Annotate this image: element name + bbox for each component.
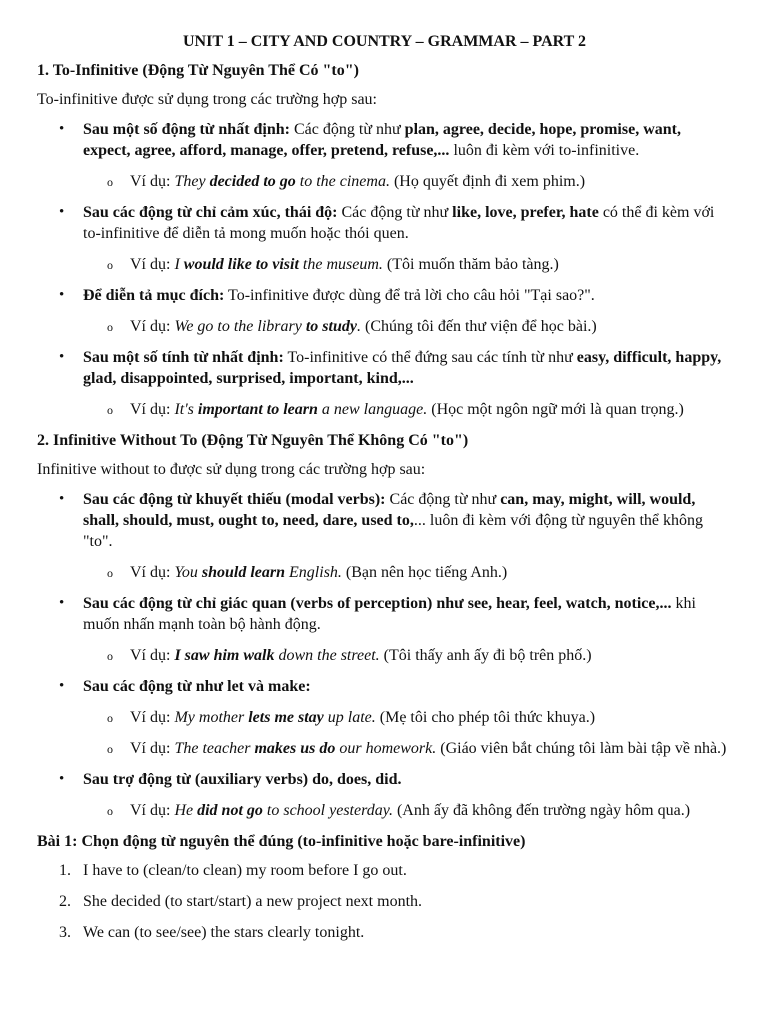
example-sentence: They [174, 173, 210, 190]
section-intro: To-infinitive được sử dụng trong các trường hợp sau: [37, 91, 377, 108]
exercise-number: 3. [59, 924, 71, 941]
example-translation: (Tôi muốn thăm bảo tàng.) [382, 256, 559, 273]
exercise-number: 2. [59, 893, 71, 910]
example-prefix: Ví dụ: [130, 740, 175, 757]
rule-lead: Sau các động từ chỉ giác quan (verbs of perception) như see, hear, feel, watch, notice,... [83, 595, 672, 612]
example-translation: (Họ quyết định đi xem phim.) [389, 173, 586, 190]
example-prefix: Ví dụ: [130, 318, 175, 335]
exercise-list [37, 860, 732, 943]
example-sentence: You [174, 564, 202, 581]
example-translation: (Anh ấy đã không đến trường ngày hôm qua.) [392, 802, 691, 819]
exercise-text: I have to (clean/to clean) my room before I go out. [83, 862, 407, 879]
rule-item [37, 676, 732, 759]
exercise-text: We can (to see/see) the stars clearly tonight. [83, 924, 365, 941]
example-highlight: decided to go [209, 173, 296, 190]
rule-lead: Sau một số tính từ nhất định: [83, 349, 284, 366]
rule-text: luôn đi kèm với to-infinitive. [449, 142, 640, 159]
rule-text: To-infinitive được dùng để trả lời cho câu hỏi "Tại sao?". [224, 287, 595, 304]
rule-lead: Sau trợ động từ (auxiliary verbs) do, does, did. [83, 771, 402, 788]
example-translation: (Chúng tôi đến thư viện để học bài.) [360, 318, 597, 335]
example-translation: (Học một ngôn ngữ mới là quan trọng.) [427, 401, 684, 418]
exercise-item [37, 922, 732, 943]
example-prefix: Ví dụ: [130, 256, 175, 273]
example-translation: (Mẹ tôi cho phép tôi thức khuya.) [375, 709, 596, 726]
example-sentence: a new language. [317, 401, 428, 418]
rule-lead: Sau các động từ như let và make: [83, 678, 311, 695]
example-sentence: up late. [323, 709, 376, 726]
example-highlight: makes us do [254, 740, 336, 757]
example-item [83, 316, 732, 337]
example-sentence: . [356, 318, 361, 335]
rule-lead: Sau các động từ chỉ cảm xúc, thái độ: [83, 204, 338, 221]
rule-text: Các động từ như [337, 204, 453, 221]
example-translation: (Giáo viên bắt chúng tôi làm bài tập về nhà.) [436, 740, 727, 757]
example-highlight: to study [305, 318, 357, 335]
rule-text: Các động từ như [385, 491, 501, 508]
example-item [83, 738, 732, 759]
example-sentence: I [174, 256, 184, 273]
example-sentence: My mother [174, 709, 249, 726]
section-heading-bare-infinitive: 2. Infinitive Without To (Động Từ Nguyên Thể Không Có "to") [37, 432, 469, 449]
rule-lead: Sau một số động từ nhất định: [83, 121, 290, 138]
example-sentence: It's [174, 401, 198, 418]
rule-item [37, 285, 732, 337]
example-sentence: to school yesterday. [262, 802, 393, 819]
example-highlight: I saw him walk [174, 647, 275, 664]
example-highlight: would like to visit [183, 256, 299, 273]
example-prefix: Ví dụ: [130, 401, 175, 418]
rule-item [37, 593, 732, 666]
example-sentence: to the cinema. [295, 173, 390, 190]
rule-item [37, 769, 732, 821]
rule-keywords: easy, difficult, happy, glad, disappointed, surprised, important, kind,... [83, 349, 722, 387]
rule-text: khi muốn nhấn mạnh toàn bộ hành động. [83, 595, 696, 633]
example-prefix: Ví dụ: [130, 564, 175, 581]
example-highlight: important to learn [197, 401, 318, 418]
rule-item [37, 202, 732, 275]
example-sentence: the museum. [298, 256, 383, 273]
rule-keywords: plan, agree, decide, hope, promise, want, expect, agree, afford, manage, offer, pretend, refuse,... [83, 121, 681, 159]
example-sentence: He [174, 802, 198, 819]
example-prefix: Ví dụ: [130, 709, 175, 726]
example-sentence: down the street. [274, 647, 380, 664]
rule-text: Các động từ như [290, 121, 405, 138]
example-item [83, 800, 732, 821]
rule-keywords: can, may, might, will, would, shall, should, must, ought to, need, dare, used to, [83, 491, 696, 529]
exercise-item [37, 891, 732, 912]
exercise-number: 1. [59, 862, 71, 879]
section-heading-to-infinitive: 1. To-Infinitive (Động Từ Nguyên Thể Có "to") [37, 62, 359, 79]
rule-list [37, 489, 732, 821]
section-intro: Infinitive without to được sử dụng trong các trường hợp sau: [37, 461, 426, 478]
exercise-item [37, 860, 732, 881]
rule-text: có thể đi kèm với to-infinitive để diễn tả mong muốn hoặc thói quen. [83, 204, 715, 242]
page-title: UNIT 1 – CITY AND COUNTRY – GRAMMAR – PART 2 [182, 33, 587, 50]
example-highlight: lets me stay [248, 709, 324, 726]
example-highlight: should learn [201, 564, 286, 581]
example-translation: (Bạn nên học tiếng Anh.) [341, 564, 508, 581]
example-item [83, 562, 732, 583]
exercise-text: She decided (to start/start) a new project next month. [83, 893, 423, 910]
rule-lead: Để diễn tả mục đích: [83, 287, 225, 304]
exercise-heading: Bài 1: Chọn động từ nguyên thể đúng (to-infinitive hoặc bare-infinitive) [37, 833, 526, 850]
rule-lead: Sau các động từ khuyết thiếu (modal verbs): [83, 491, 386, 508]
example-item [83, 171, 732, 192]
rule-item [37, 119, 732, 192]
rule-list [37, 119, 732, 420]
rule-item [37, 347, 732, 420]
example-sentence: English. [285, 564, 342, 581]
example-prefix: Ví dụ: [130, 802, 175, 819]
example-item [83, 254, 732, 275]
example-item [83, 399, 732, 420]
example-item [83, 645, 732, 666]
rule-text: To-infinitive có thể đứng sau các tính từ như [283, 349, 577, 366]
example-sentence: our homework. [335, 740, 437, 757]
example-sentence: We go to the library [174, 318, 306, 335]
example-sentence: The teacher [174, 740, 255, 757]
rule-keywords: like, love, prefer, hate [452, 204, 599, 221]
example-prefix: Ví dụ: [130, 173, 175, 190]
example-translation: (Tôi thấy anh ấy đi bộ trên phố.) [379, 647, 592, 664]
example-item [83, 707, 732, 728]
example-highlight: did not go [197, 802, 263, 819]
example-prefix: Ví dụ: [130, 647, 175, 664]
rule-text: ... luôn đi kèm với động từ nguyên thể không "to". [83, 512, 703, 550]
rule-item [37, 489, 732, 583]
